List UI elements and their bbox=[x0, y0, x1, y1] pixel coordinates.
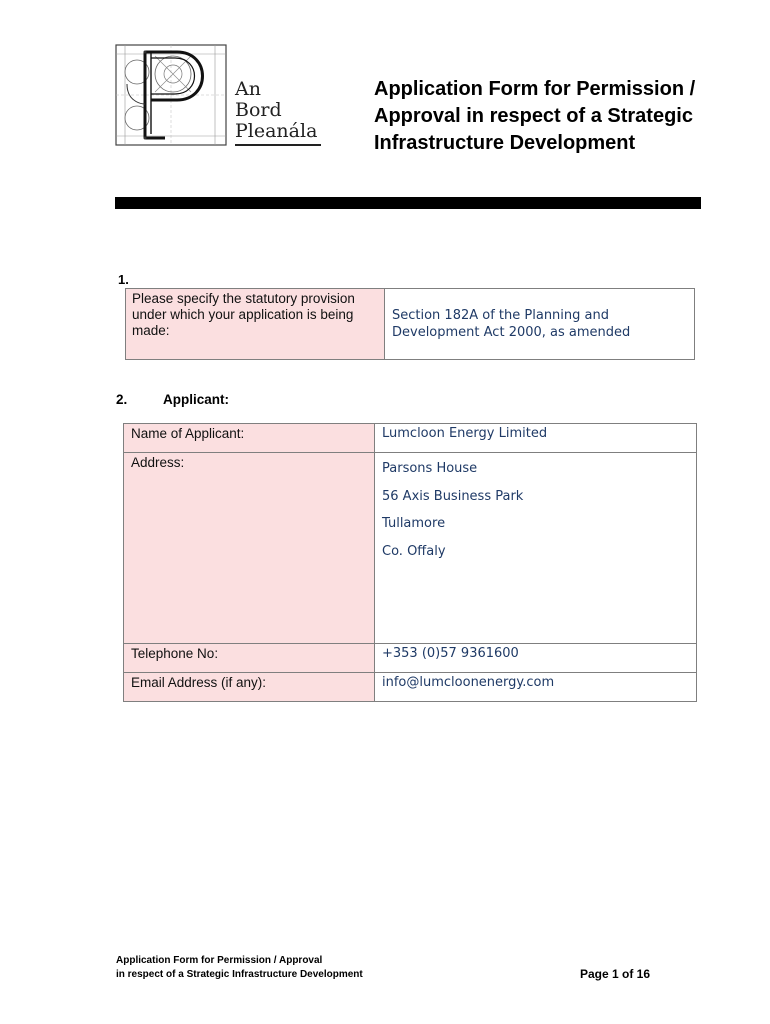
page-number: Page 1 of 16 bbox=[580, 967, 651, 981]
email-label: Email Address (if any): bbox=[124, 673, 375, 702]
section-2-number: 2. bbox=[116, 392, 128, 407]
address-label: Address: bbox=[124, 453, 375, 644]
statutory-provision-table bbox=[125, 288, 695, 360]
table-row bbox=[124, 453, 697, 644]
address-line-4: Co. Offaly bbox=[382, 543, 446, 559]
section-1-number: 1. bbox=[118, 272, 129, 287]
telephone-value[interactable]: +353 (0)57 9361600 bbox=[375, 644, 697, 673]
an-bord-pleanala-logo-mark bbox=[115, 44, 227, 146]
statutory-provision-value[interactable]: Section 182A of the Planning and Development Act 2000, as amended bbox=[385, 289, 695, 360]
table-row bbox=[124, 424, 697, 453]
logo-line-bord: Bord bbox=[235, 99, 282, 121]
section-2-heading bbox=[116, 392, 229, 407]
address-line-3: Tullamore bbox=[382, 516, 446, 531]
header-divider bbox=[115, 197, 701, 209]
table-row bbox=[124, 673, 697, 702]
footer-document-title bbox=[116, 954, 363, 982]
document-title: Application Form for Permission / Approval in respect of a Strategic Infrastructure Development bbox=[374, 78, 696, 154]
logo-line-an: An bbox=[235, 78, 261, 100]
telephone-label: Telephone No: bbox=[124, 644, 375, 673]
email-value[interactable]: info@lumcloonenergy.com bbox=[375, 673, 697, 702]
table-row bbox=[126, 289, 695, 360]
statutory-provision-label: Please specify the statutory provision under which your application is being made: bbox=[126, 289, 385, 360]
logo-wordmark bbox=[235, 79, 321, 146]
section-2-title: Applicant: bbox=[163, 392, 229, 407]
address-line-1: Parsons House bbox=[382, 461, 478, 476]
address-line-2: 56 Axis Business Park bbox=[382, 488, 524, 504]
applicant-name-label: Name of Applicant: bbox=[124, 424, 375, 453]
applicant-name-value[interactable]: Lumcloon Energy Limited bbox=[375, 424, 697, 453]
logo-line-pleanala: Pleanála bbox=[235, 120, 318, 142]
applicant-table bbox=[123, 423, 697, 702]
table-row bbox=[124, 644, 697, 673]
footer-line-1: Application Form for Permission / Approval bbox=[116, 955, 323, 966]
footer-line-2: in respect of a Strategic Infrastructure Development bbox=[116, 969, 363, 980]
address-value[interactable] bbox=[375, 453, 697, 644]
